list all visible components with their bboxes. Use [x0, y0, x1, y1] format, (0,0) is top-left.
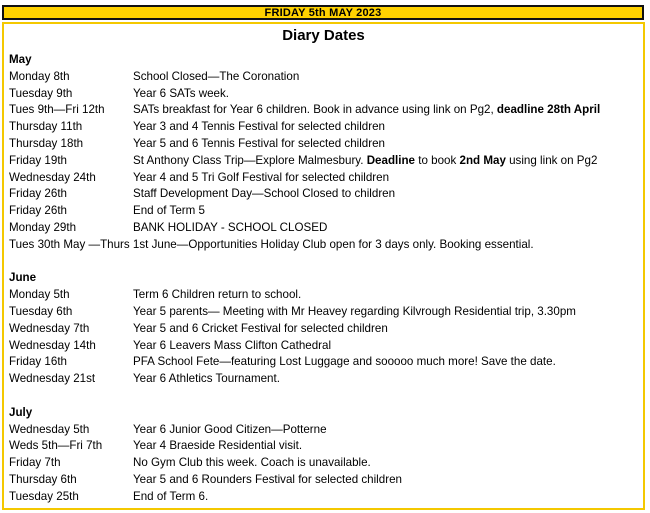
- event-description: St Anthony Class Trip—Explore Malmesbury. Deadline to book 2nd May using link on Pg2: [133, 153, 598, 167]
- event-date: Wednesday 21st: [9, 372, 96, 386]
- diary-row: [9, 69, 639, 86]
- diary-row: [9, 119, 639, 136]
- event-description: PFA School Fete—featuring Lost Luggage and sooooo much more! Save the date.: [133, 355, 556, 369]
- diary-row: [9, 153, 639, 170]
- event-date: Friday 26th: [9, 187, 67, 201]
- event-description: BANK HOLIDAY - SCHOOL CLOSED: [133, 220, 328, 234]
- diary-row: [9, 338, 639, 355]
- event-date: Friday 16th: [9, 355, 67, 369]
- month-heading-july: July: [9, 405, 33, 419]
- diary-row: [9, 102, 639, 119]
- event-date: Tues 9th—Fri 12th: [9, 103, 105, 117]
- event-date: Friday 7th: [9, 456, 61, 470]
- event-description: Tues 30th May —Thurs 1st June—Opportunities Holiday Club open for 3 days only. Booking essential.: [9, 237, 534, 251]
- newsletter-date-banner: FRIDAY 5th MAY 2023: [2, 5, 644, 20]
- diary-row: [9, 86, 639, 103]
- event-description: Year 5 parents— Meeting with Mr Heavey regarding Kilvrough Residential trip, 3.30pm: [133, 304, 576, 318]
- diary-row: [9, 203, 639, 220]
- diary-row: [9, 136, 639, 153]
- event-description: School Closed—The Coronation: [133, 69, 300, 83]
- diary-row: [9, 304, 639, 321]
- event-date: Thursday 11th: [9, 120, 83, 134]
- event-date: Friday 26th: [9, 204, 67, 218]
- diary-row: [9, 287, 639, 304]
- event-date: Wednesday 5th: [9, 422, 90, 436]
- month-heading-may: May: [9, 53, 32, 66]
- section-spacer: [9, 254, 639, 271]
- event-date: Thursday 6th: [9, 472, 77, 486]
- diary-row: [9, 371, 639, 388]
- event-date: Monday 29th: [9, 220, 77, 234]
- event-deadline: deadline 28th April: [496, 103, 601, 117]
- month-heading-june: June: [9, 271, 37, 285]
- event-date: Wednesday 7th: [9, 321, 90, 335]
- diary-row: [9, 455, 639, 472]
- section-spacer: [9, 388, 639, 405]
- diary-dates-list: [9, 52, 639, 506]
- diary-row: [9, 170, 639, 187]
- diary-row: [9, 472, 639, 489]
- diary-row-full-width: [9, 237, 639, 254]
- event-date: Friday 19th: [9, 153, 67, 167]
- event-description: Year 4 Braeside Residential visit.: [133, 439, 303, 453]
- event-description: Year 6 Leavers Mass Clifton Cathedral: [133, 338, 332, 352]
- diary-row: [9, 489, 639, 506]
- diary-row: [9, 422, 639, 439]
- diary-row: [9, 354, 639, 371]
- event-date: Tuesday 6th: [9, 304, 73, 318]
- event-date: Thursday 18th: [9, 136, 84, 150]
- event-deadline-label: Deadline: [366, 153, 416, 167]
- event-deadline-date: 2nd May: [459, 153, 506, 167]
- event-description: Year 4 and 5 Tri Golf Festival for selected children: [133, 170, 390, 184]
- event-description: Year 5 and 6 Rounders Festival for selected children: [133, 472, 402, 486]
- event-description: Term 6 Children return to school.: [133, 288, 302, 302]
- event-date: Wednesday 14th: [9, 338, 96, 352]
- event-description: Year 5 and 6 Tennis Festival for selected children: [133, 136, 385, 150]
- event-description: Year 5 and 6 Cricket Festival for selected children: [133, 321, 388, 335]
- event-description: Year 6 SATs week.: [133, 86, 230, 100]
- event-description: Year 3 and 4 Tennis Festival for selected children: [133, 120, 385, 134]
- diary-row: [9, 438, 639, 455]
- event-description: End of Term 6.: [133, 489, 209, 503]
- event-date: Tuesday 9th: [9, 86, 73, 100]
- diary-row: [9, 220, 639, 237]
- event-description: Staff Development Day—School Closed to children: [133, 187, 396, 201]
- event-date: Monday 8th: [9, 69, 70, 83]
- event-description: Year 6 Athletics Tournament.: [133, 372, 280, 386]
- event-description: No Gym Club this week. Coach is unavailable.: [133, 456, 371, 470]
- event-date: Weds 5th—Fri 7th: [9, 439, 103, 453]
- diary-dates-title: Diary Dates: [282, 27, 365, 44]
- diary-row: [9, 321, 639, 338]
- event-description: End of Term 5: [133, 204, 205, 218]
- event-description: Year 6 Junior Good Citizen—Potterne: [133, 422, 327, 436]
- diary-row: [9, 186, 639, 203]
- event-date: Wednesday 24th: [9, 170, 96, 184]
- event-date: Tuesday 25th: [9, 489, 79, 503]
- event-description: SATs breakfast for Year 6 children. Book in advance using link on Pg2, deadline 28th April: [133, 103, 601, 117]
- event-date: Monday 5th: [9, 288, 70, 302]
- diary-dates-panel: [2, 22, 645, 510]
